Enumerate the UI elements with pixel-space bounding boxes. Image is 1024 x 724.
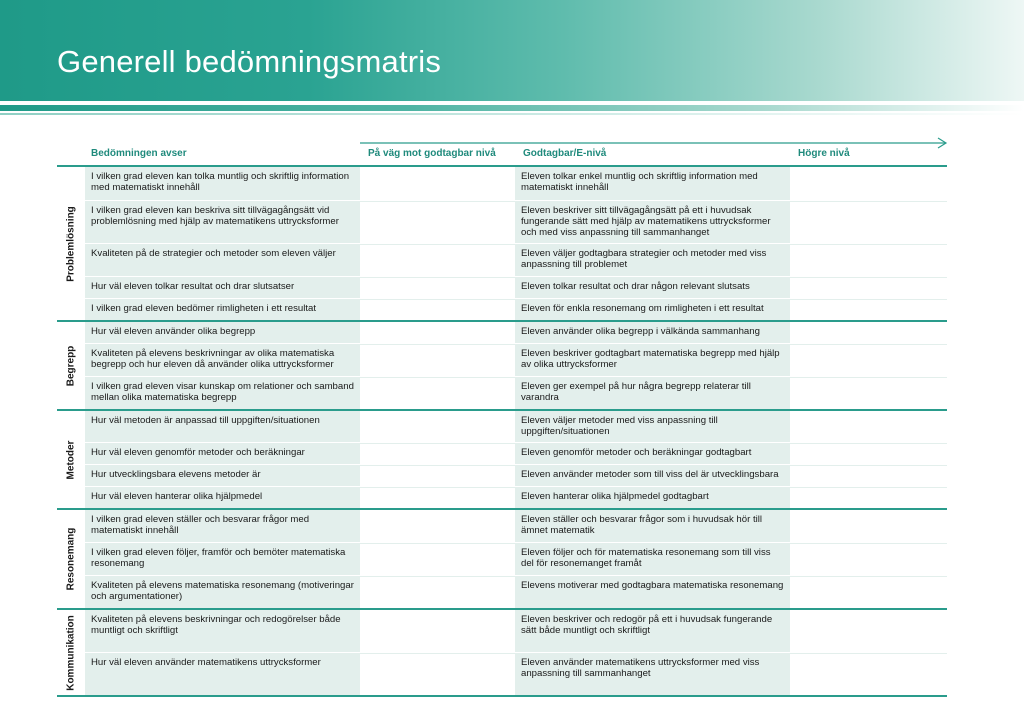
- higher-cell: [790, 543, 947, 575]
- higher-cell: [790, 610, 947, 652]
- table-row: [85, 575, 947, 608]
- table-row: [85, 298, 947, 320]
- table-row: [85, 542, 947, 575]
- higher-cell: [790, 244, 947, 276]
- higher-cell: [790, 377, 947, 409]
- section-label-cell: [57, 510, 85, 608]
- toward-cell: [360, 322, 515, 343]
- section-label-cell: [57, 322, 85, 409]
- section-metoder: [57, 411, 947, 510]
- criterion-cell: Hur utvecklingsbara elevens metoder är: [85, 465, 360, 486]
- decorative-stripe-thin: [0, 113, 1024, 115]
- toward-cell: [360, 167, 515, 200]
- criterion-cell: Hur väl eleven hanterar olika hjälpmedel: [85, 487, 360, 508]
- section-label: Kommunikation: [65, 614, 77, 691]
- higher-cell: [790, 277, 947, 298]
- section-label: Problemlösning: [65, 205, 77, 282]
- section-label: Begrepp: [65, 345, 77, 386]
- table-row: [85, 486, 947, 508]
- passing-cell: Eleven beskriver sitt tillvägagångsätt på ett i huvudsak fungerande sätt med hjälp av matematikens uttrycksformer och med viss anpassning till sammanhanget: [515, 201, 790, 243]
- passing-cell: Eleven tolkar resultat och drar någon relevant slutsats: [515, 277, 790, 298]
- passing-cell: Eleven använder metoder som till viss del är utvecklingsbara: [515, 465, 790, 486]
- passing-cell: Eleven ställer och besvarar frågor som i huvudsak hör till ämnet matematik: [515, 510, 790, 542]
- criterion-cell: Hur väl eleven använder olika begrepp: [85, 322, 360, 343]
- higher-cell: [790, 322, 947, 343]
- matrix-body: [57, 167, 947, 697]
- table-row: [85, 442, 947, 464]
- section-kommunikation: [57, 610, 947, 697]
- passing-cell: Eleven beskriver godtagbart matematiska begrepp med hjälp av olika uttrycksformer: [515, 344, 790, 376]
- toward-cell: [360, 377, 515, 409]
- passing-cell: Eleven tolkar enkel muntlig och skriftlig information med matematiskt innehåll: [515, 167, 790, 200]
- criterion-cell: Hur väl eleven tolkar resultat och drar slutsatser: [85, 277, 360, 298]
- assessment-matrix: [57, 145, 947, 697]
- toward-cell: [360, 344, 515, 376]
- title-banner: [0, 0, 1024, 101]
- toward-cell: [360, 465, 515, 486]
- passing-cell: Eleven använder olika begrepp i välkända sammanhang: [515, 322, 790, 343]
- higher-cell: [790, 299, 947, 320]
- page-title: Generell bedömningsmatris: [57, 44, 442, 79]
- criterion-cell: Hur väl metoden är anpassad till uppgiften/situationen: [85, 411, 360, 442]
- table-row: [85, 276, 947, 298]
- passing-cell: Eleven genomför metoder och beräkningar godtagbart: [515, 443, 790, 464]
- toward-cell: [360, 443, 515, 464]
- decorative-stripe: [0, 105, 1024, 111]
- table-row: [85, 610, 947, 652]
- criterion-cell: Kvaliteten på elevens matematiska resonemang (motiveringar och argumentationer): [85, 576, 360, 608]
- table-row: [85, 200, 947, 243]
- higher-cell: [790, 201, 947, 243]
- section-label-cell: [57, 411, 85, 508]
- table-row: [85, 343, 947, 376]
- toward-cell: [360, 487, 515, 508]
- passing-cell: Eleven använder matematikens uttrycksformer med viss anpassning till sammanhanget: [515, 653, 790, 695]
- higher-cell: [790, 653, 947, 695]
- header-criteria: Bedömningen avser: [91, 148, 187, 159]
- criterion-cell: I vilken grad eleven kan tolka muntlig och skriftlig information med matematiskt innehåll: [85, 167, 360, 200]
- table-row: [85, 167, 947, 200]
- toward-cell: [360, 299, 515, 320]
- higher-cell: [790, 576, 947, 608]
- higher-cell: [790, 167, 947, 200]
- criterion-cell: Hur väl eleven genomför metoder och beräkningar: [85, 443, 360, 464]
- criterion-cell: I vilken grad eleven visar kunskap om relationer och samband mellan olika matematiska begrepp: [85, 377, 360, 409]
- table-row: [85, 376, 947, 409]
- passing-cell: Eleven beskriver och redogör på ett i huvudsak fungerande sätt både muntligt och skriftligt: [515, 610, 790, 652]
- passing-cell: Eleven ger exempel på hur några begrepp relaterar till varandra: [515, 377, 790, 409]
- higher-cell: [790, 411, 947, 442]
- section-resonemang: [57, 510, 947, 610]
- higher-cell: [790, 443, 947, 464]
- criterion-cell: Kvaliteten på elevens beskrivningar av olika matematiska begrepp och hur eleven då använder olika uttrycksformer: [85, 344, 360, 376]
- criterion-cell: Hur väl eleven använder matematikens uttrycksformer: [85, 653, 360, 695]
- passing-cell: Elevens motiverar med godtagbara matematiska resonemang: [515, 576, 790, 608]
- criterion-cell: I vilken grad eleven bedömer rimligheten i ett resultat: [85, 299, 360, 320]
- criterion-cell: I vilken grad eleven kan beskriva sitt tillvägagångsätt vid problemlösning med hjälp av matematikens uttrycksformer: [85, 201, 360, 243]
- passing-cell: Eleven väljer metoder med viss anpassning till uppgiften/situationen: [515, 411, 790, 442]
- passing-cell: Eleven följer och för matematiska resonemang som till viss del för resonemanget framåt: [515, 543, 790, 575]
- passing-cell: Eleven för enkla resonemang om rimligheten i ett resultat: [515, 299, 790, 320]
- higher-cell: [790, 344, 947, 376]
- criterion-cell: Kvaliteten på de strategier och metoder som eleven väljer: [85, 244, 360, 276]
- table-row: [85, 652, 947, 695]
- passing-cell: Eleven väljer godtagbara strategier och metoder med viss anpassning till problemet: [515, 244, 790, 276]
- section-label: Metoder: [65, 440, 77, 479]
- toward-cell: [360, 610, 515, 652]
- table-row: [85, 464, 947, 486]
- header-toward: På väg mot godtagbar nivå: [368, 148, 496, 159]
- table-row: [85, 243, 947, 276]
- section-label-cell: [57, 610, 85, 695]
- higher-cell: [790, 510, 947, 542]
- higher-cell: [790, 487, 947, 508]
- passing-cell: Eleven hanterar olika hjälpmedel godtagbart: [515, 487, 790, 508]
- higher-cell: [790, 465, 947, 486]
- criterion-cell: Kvaliteten på elevens beskrivningar och redogörelser både muntligt och skriftligt: [85, 610, 360, 652]
- matrix-header: [57, 145, 947, 167]
- toward-cell: [360, 576, 515, 608]
- toward-cell: [360, 411, 515, 442]
- table-row: [85, 322, 947, 343]
- section-label-cell: [57, 167, 85, 320]
- toward-cell: [360, 510, 515, 542]
- section-label: Resonemang: [65, 527, 77, 591]
- header-passing: Godtagbar/E-nivå: [523, 148, 607, 159]
- criterion-cell: I vilken grad eleven följer, framför och bemöter matematiska resonemang: [85, 543, 360, 575]
- toward-cell: [360, 244, 515, 276]
- section-begrepp: [57, 322, 947, 411]
- header-higher: Högre nivå: [798, 148, 850, 159]
- table-row: [85, 510, 947, 542]
- criterion-cell: I vilken grad eleven ställer och besvarar frågor med matematiskt innehåll: [85, 510, 360, 542]
- toward-cell: [360, 653, 515, 695]
- toward-cell: [360, 201, 515, 243]
- toward-cell: [360, 277, 515, 298]
- header-spacer: [57, 145, 85, 165]
- toward-cell: [360, 543, 515, 575]
- table-row: [85, 411, 947, 442]
- section-problemlösning: [57, 167, 947, 322]
